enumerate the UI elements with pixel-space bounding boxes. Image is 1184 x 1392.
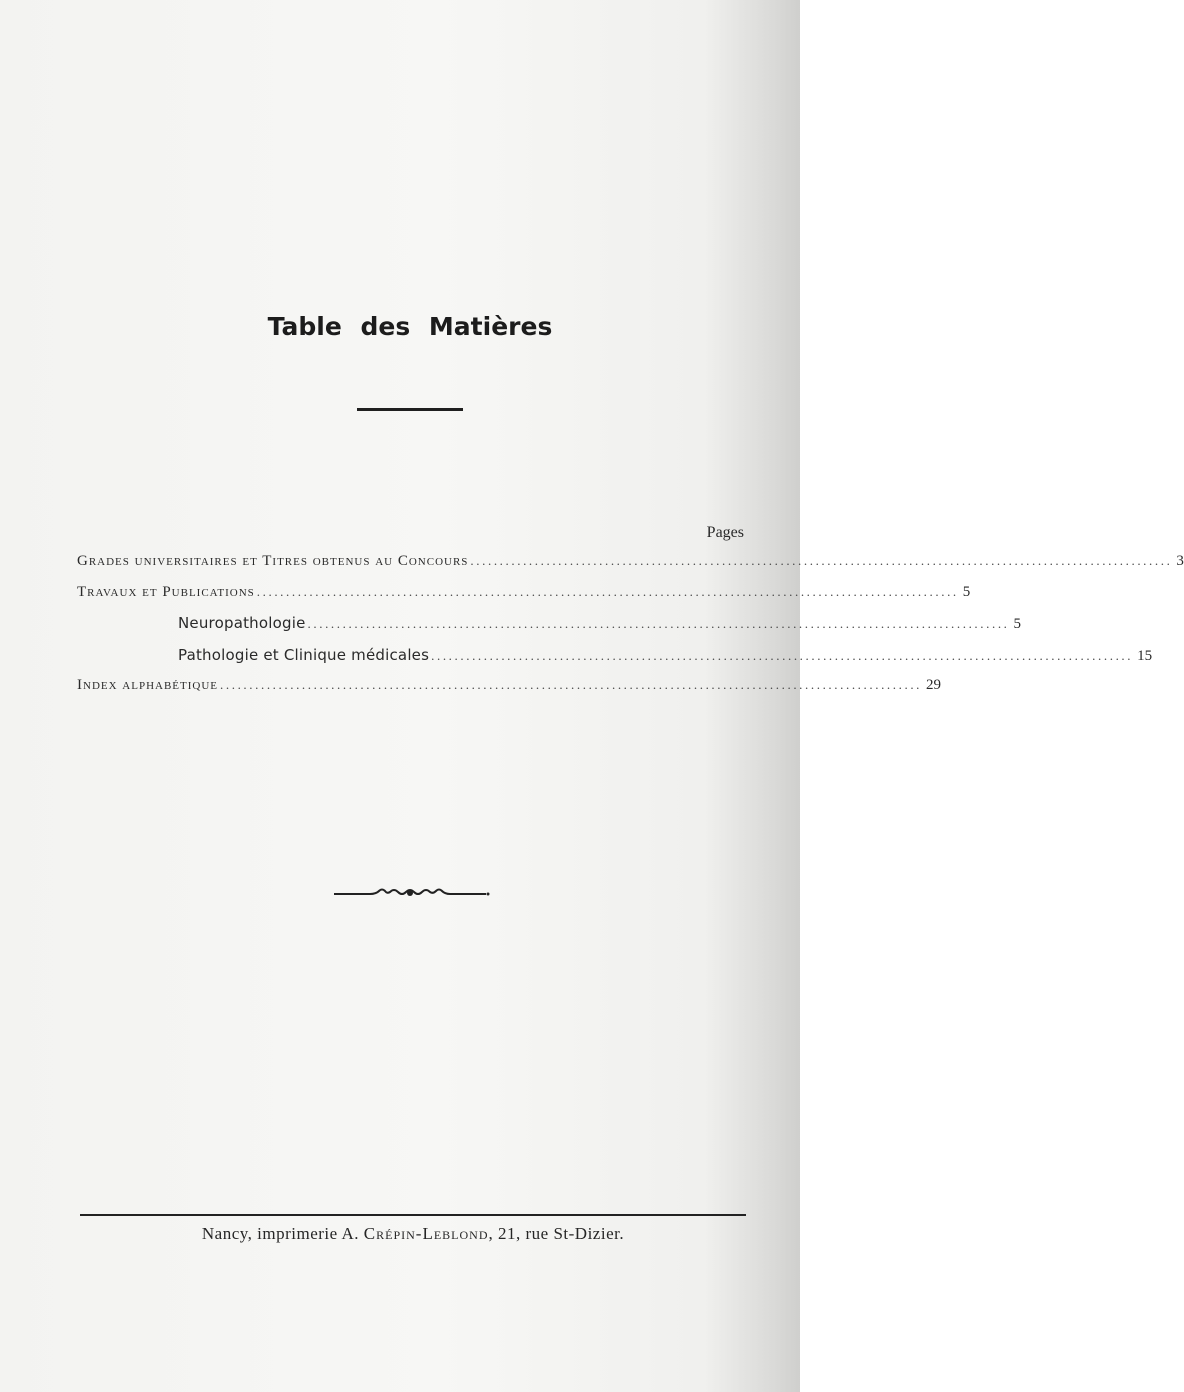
- toc-leader-dots: ........................................................................................................................: [470, 553, 1173, 568]
- imprint-suffix: , 21, rue St-Dizier.: [488, 1224, 625, 1243]
- toc-entry-label: Pathologie et Clinique médicales: [178, 646, 430, 664]
- imprint-printer-name: Crépin-Leblond: [363, 1224, 489, 1243]
- toc-entry-label: Travaux et Publications: [77, 584, 255, 600]
- toc-entry: [77, 677, 942, 699]
- imprint-prefix: Nancy, imprimerie A.: [201, 1224, 364, 1243]
- toc-entry-page: 15: [1137, 648, 1153, 664]
- toc-leader-dots: ........................................................................................................................: [431, 648, 1134, 663]
- toc-entry: [77, 553, 1184, 575]
- toc-entry-label: Index alphabétique: [77, 677, 219, 693]
- toc-entry: [77, 584, 971, 606]
- toc-leader-dots: ........................................................................................................................: [256, 584, 959, 599]
- toc-entry-page: 3: [1176, 553, 1184, 569]
- toc-leader-dots: ........................................................................................................................: [220, 677, 923, 692]
- toc-entry-label: Grades universitaires et Titres obtenus au Concours: [77, 553, 469, 569]
- page-title: Table des Matières: [267, 312, 553, 341]
- footer-rule: [80, 1214, 746, 1216]
- printer-imprint: [0, 1224, 826, 1244]
- pages-column-header: Pages: [706, 524, 744, 541]
- toc-leader-dots: ........................................................................................................................: [307, 616, 1010, 631]
- toc-entry-page: 29: [926, 677, 942, 693]
- toc-entry-page: 5: [1013, 616, 1022, 632]
- toc-subentry: [178, 646, 1153, 668]
- toc-entry-page: 5: [962, 584, 971, 600]
- title-underline: [357, 408, 463, 411]
- toc-subentry: [178, 614, 1022, 636]
- decorative-ornament-divider: [330, 884, 490, 904]
- toc-entry-label: Neuropathologie: [178, 614, 306, 632]
